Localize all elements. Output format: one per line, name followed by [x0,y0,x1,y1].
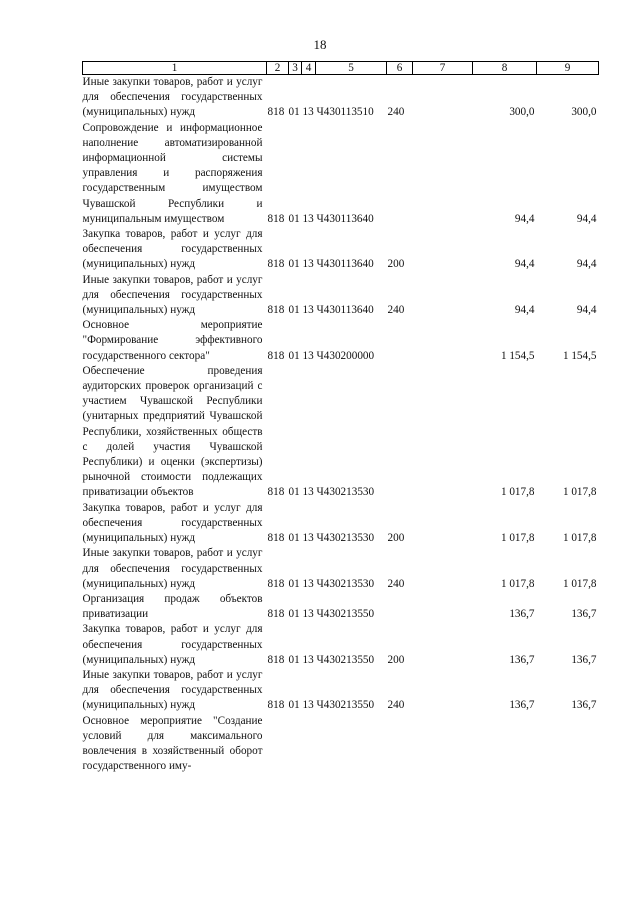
item-name-cell: Иные закупки товаров, работ и услуг для обеспечения государственных (муниципальных) нужд [82,76,263,119]
subsection-cell: 13 [302,577,314,590]
subsection-cell: 13 [302,349,314,362]
amount-1-cell [473,714,537,775]
target-article-cell: Ч430113640 [316,258,374,271]
column-7-cell [413,318,473,364]
column-7-cell [413,622,473,668]
amount-1-cell: 94,4 [514,258,535,271]
target-article-cell: Ч430213530 [316,486,375,499]
section-cell: 01 [288,106,300,119]
section-cell: 01 [288,258,300,271]
column-7-cell [413,75,473,121]
amount-2-cell: 136,7 [571,653,597,666]
page-number: 18 [313,37,327,52]
target-article-cell: Ч430113640 [316,212,374,225]
subsection-cell: 13 [302,608,314,621]
expense-type-cell [387,121,413,227]
target-article-cell [316,714,387,775]
table-row [83,227,599,273]
item-name-cell: Закупка товаров, работ и услуг для обеспечения государственных (муниципальных) нужд [82,623,263,666]
amount-2-cell: 94,4 [576,258,597,271]
ministry-code-cell: 818 [267,106,285,119]
table-row [83,668,599,714]
ministry-code-cell: 818 [267,304,285,317]
target-article-cell: Ч430213550 [316,699,375,712]
table-row [83,592,599,622]
expense-type-cell: 200 [387,532,405,545]
subsection-cell: 13 [302,653,314,666]
ministry-code-cell: 818 [267,653,285,666]
ministry-code-cell: 818 [267,577,285,590]
table-row [83,714,599,775]
amount-1-cell: 1 017,8 [500,486,535,499]
ministry-code-cell: 818 [267,532,285,545]
column-header: 8 [473,62,537,75]
target-article-cell: Ч430213550 [316,608,375,621]
target-article-cell: Ч430200000 [316,349,375,362]
column-header: 9 [537,62,599,75]
target-article-cell: Ч430213530 [316,577,375,590]
item-name-cell: Закупка товаров, работ и услуг для обеспечения государственных (муниципальных) нужд [82,228,263,271]
amount-1-cell: 1 017,8 [500,532,535,545]
column-7-cell [413,273,473,319]
table-row [83,318,599,364]
column-7-cell [413,546,473,592]
target-article-cell: Ч430213550 [316,653,375,666]
subsection-cell: 13 [302,486,314,499]
expense-type-cell: 200 [387,653,405,666]
table-header-row [83,62,599,75]
subsection-cell [302,714,316,775]
item-name-cell: Основное мероприятие "Создание условий для максимального вовлечения в хозяйственный оборот государственного иму- [82,714,263,773]
subsection-cell: 13 [302,304,314,317]
subsection-cell: 13 [302,699,314,712]
column-7-cell [413,501,473,547]
amount-2-cell: 1 017,8 [562,532,597,545]
amount-1-cell: 1 017,8 [500,577,535,590]
item-name-cell: Обеспечение проведения аудиторских проверок организаций с участием Чувашской Республики (унитарных предприятий Чувашской Республики, хозяйственных обществ с долей участия Чувашской Республики) и оценки (экспертизы) рыночной стоимости подлежащих приватизации объектов [82,364,263,499]
ministry-code-cell: 818 [267,258,285,271]
amount-2-cell: 1 154,5 [562,349,597,362]
expense-type-cell [387,714,413,775]
column-7-cell [413,592,473,622]
column-header: 7 [413,62,473,75]
section-cell: 01 [288,532,300,545]
amount-1-cell: 94,4 [514,304,535,317]
amount-2-cell: 136,7 [571,699,597,712]
target-article-cell: Ч430113510 [316,106,374,119]
column-7-cell [413,364,473,501]
column-header: 6 [387,62,413,75]
expense-type-cell [387,592,413,622]
column-header: 2 [267,62,289,75]
section-cell: 01 [288,699,300,712]
ministry-code-cell [267,714,289,775]
ministry-code-cell: 818 [267,699,285,712]
column-7-cell [413,668,473,714]
amount-1-cell: 1 154,5 [500,349,535,362]
item-name-cell: Иные закупки товаров, работ и услуг для обеспечения государственных (муниципальных) нужд [82,547,263,590]
column-7-cell [413,121,473,227]
item-name-cell: Иные закупки товаров, работ и услуг для обеспечения государственных (муниципальных) нужд [82,273,263,317]
amount-2-cell: 136,7 [571,608,597,621]
item-name-cell: Основное мероприятие "Формирование эффективного государственного сектора" [82,319,263,362]
budget-table [82,61,599,774]
column-header: 3 [289,62,302,75]
amount-1-cell: 136,7 [509,653,535,666]
section-cell: 01 [288,577,300,590]
expense-type-cell [387,364,413,501]
ministry-code-cell: 818 [267,349,285,362]
table-body [83,75,599,775]
amount-2-cell [537,714,599,775]
subsection-cell: 13 [302,532,314,545]
item-name-cell: Сопровождение и информационное наполнение автоматизированной информационной системы управления и распоряжения государственным имуществом Чувашской Республики и муниципальным имуществом [82,121,263,225]
section-cell: 01 [288,304,300,317]
ministry-code-cell: 818 [267,608,285,621]
table-row [83,273,599,319]
table-row [83,501,599,547]
amount-1-cell: 136,7 [509,608,535,621]
table-row [83,546,599,592]
amount-2-cell: 94,4 [576,304,597,317]
amount-1-cell: 300,0 [509,106,535,119]
column-header: 5 [316,62,387,75]
target-article-cell: Ч430113640 [316,304,374,317]
table-row [83,121,599,227]
item-name-cell: Закупка товаров, работ и услуг для обеспечения государственных (муниципальных) нужд [82,501,263,545]
column-header: 1 [83,62,267,75]
item-name-cell: Организация продаж объектов приватизации [82,592,263,621]
section-cell: 01 [288,349,300,362]
item-name-cell: Иные закупки товаров, работ и услуг для обеспечения государственных (муниципальных) нужд [82,668,263,712]
ministry-code-cell: 818 [267,212,285,225]
expense-type-cell: 200 [387,258,405,271]
table-row [83,622,599,668]
amount-2-cell: 1 017,8 [562,577,597,590]
section-cell: 01 [288,608,300,621]
section-cell [289,714,302,775]
expense-type-cell: 240 [387,577,405,590]
section-cell: 01 [288,653,300,666]
amount-2-cell: 1 017,8 [562,486,597,499]
column-7-cell [413,714,473,775]
column-header: 4 [302,62,316,75]
target-article-cell: Ч430213530 [316,532,375,545]
column-7-cell [413,227,473,273]
expense-type-cell: 240 [387,106,405,119]
subsection-cell: 13 [302,106,314,119]
amount-1-cell: 94,4 [514,212,535,225]
table-row [83,75,599,121]
expense-type-cell [387,318,413,364]
table-row [83,364,599,501]
section-cell: 01 [288,486,300,499]
section-cell: 01 [288,212,300,225]
amount-2-cell: 300,0 [571,106,597,119]
subsection-cell: 13 [302,212,314,225]
ministry-code-cell: 818 [267,486,285,499]
expense-type-cell: 240 [387,699,405,712]
amount-1-cell: 136,7 [509,699,535,712]
subsection-cell: 13 [302,258,314,271]
expense-type-cell: 240 [387,304,405,317]
amount-2-cell: 94,4 [576,212,597,225]
